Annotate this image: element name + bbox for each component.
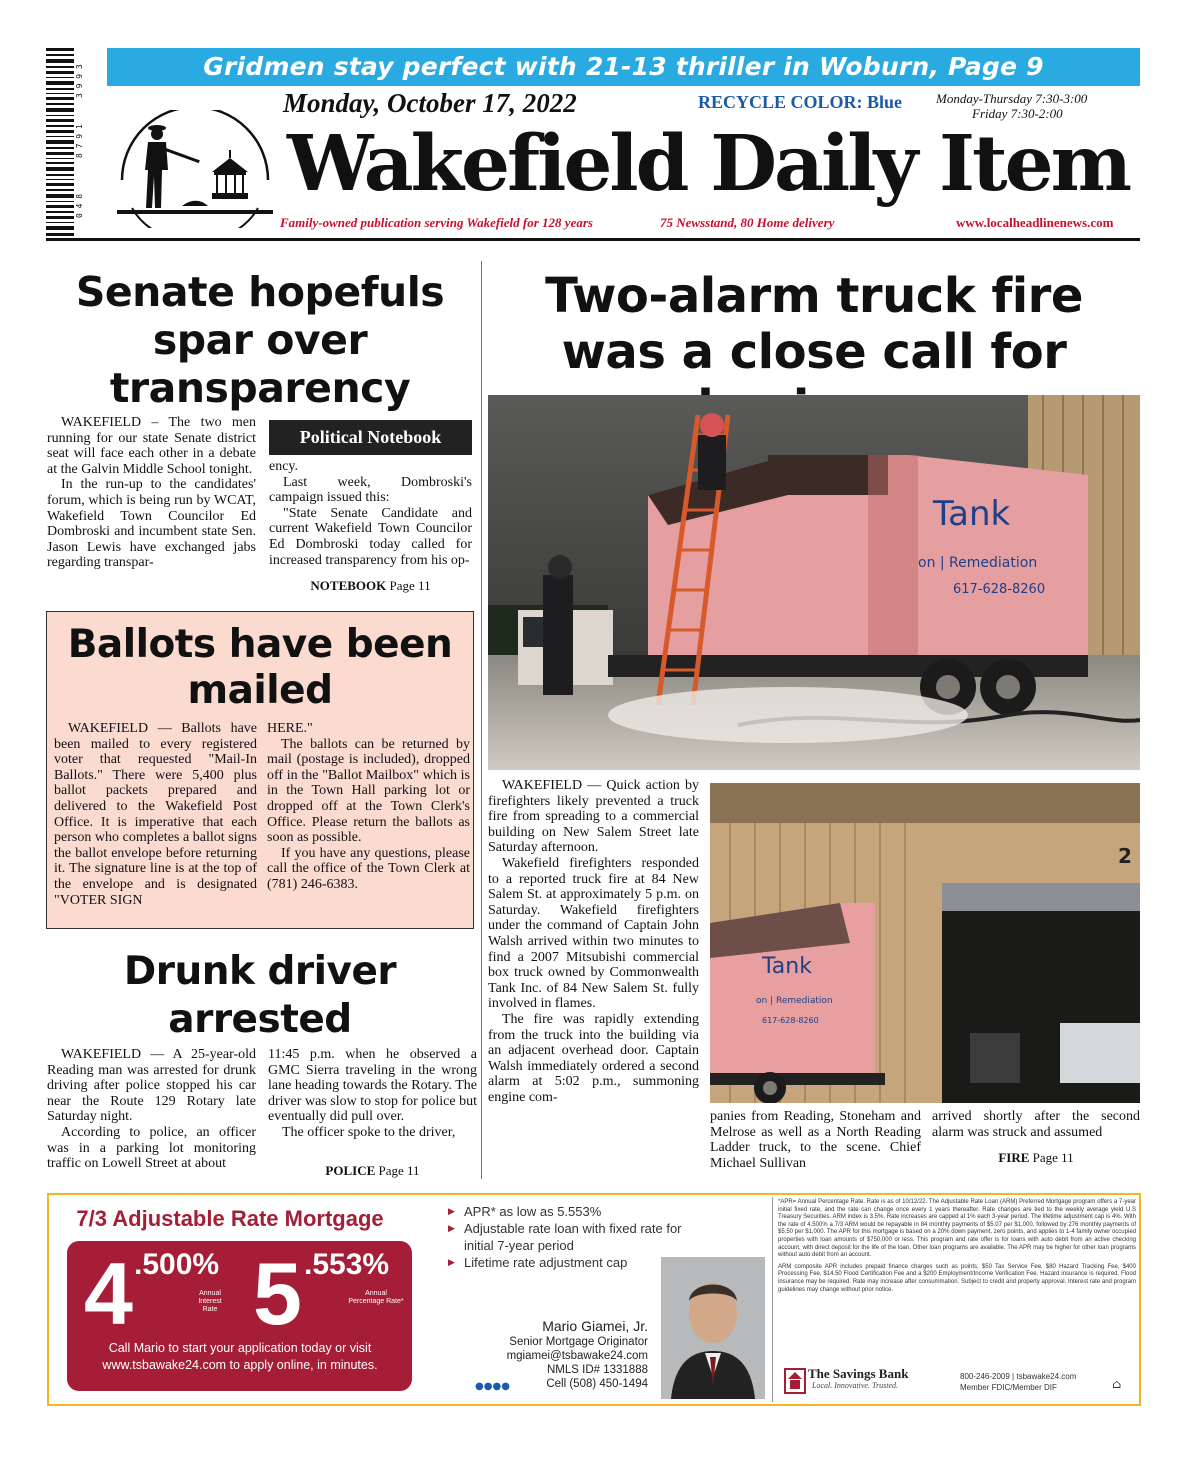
bank-logo-icon xyxy=(784,1365,806,1395)
bullet-item-continued: initial 7-year period xyxy=(464,1238,574,1253)
paragraph: WAKEFIELD — A 25-year-old Reading man was arrested for drunk driving after police stopped his car near the Route 129 Rotary late Saturday night. xyxy=(47,1047,256,1125)
ballots-column-1 xyxy=(54,721,257,908)
jump-page: Page 11 xyxy=(1032,1150,1074,1165)
drunk-jump-line[interactable] xyxy=(268,1163,477,1179)
bullet-item: ▶ Adjustable rate loan with fixed rate for xyxy=(448,1220,708,1237)
interest-rate-label: Annual Interest Rate xyxy=(198,1290,222,1313)
fine-print-paragraph: ARM composite APR includes prepaid finance charges such as points, $50 Tax Service Fee, $80 Hazard Tracking Fee, $400 Processing Fee, $14.50 Flood Certification Fee and a $200 Employment/Income Verification Fee. Hazard insurance is required. Flood insurance may be required. Rate may increase after consummation. Subject to credit and property approval. Interest rate and program guidelines may change without prior notice. xyxy=(778,1263,1136,1293)
linkedin-icon[interactable]: ● xyxy=(501,1381,510,1392)
paragraph: The ballots can be returned by mail (postage is included), dropped off in the "Ballot Mailbox" which is in the Town Hall parking lot or dropped off at the Town Clerk's Office. Please return the ballots as soon as possible. xyxy=(267,736,470,846)
bank-name[interactable]: The Savings Bank xyxy=(808,1366,909,1381)
ad-fine-print xyxy=(778,1199,1136,1294)
bank-member: Member FDIC/Member DIF xyxy=(960,1383,1057,1392)
social-icons[interactable] xyxy=(475,1381,510,1392)
contact-cell[interactable]: Cell (508) 450-1494 xyxy=(546,1378,648,1390)
paragraph: 11:45 p.m. when he observed a GMC Sierra traveling in the wrong lane heading towards the Rotary. The driver was slow to stop for police but eventually did pull over. xyxy=(268,1047,477,1125)
jump-word: POLICE xyxy=(325,1163,376,1178)
facebook-icon[interactable]: ● xyxy=(475,1381,484,1392)
paragraph: arrived shortly after the second alarm was struck and assumed xyxy=(932,1109,1140,1140)
fire-column-3 xyxy=(932,1109,1140,1140)
senate-column-2 xyxy=(269,459,472,568)
hours-weekday: Monday-Thursday 7:30-3:00 xyxy=(936,91,1088,106)
svg-text:Tank: Tank xyxy=(762,954,812,979)
bullet-item: ▶ Lifetime rate adjustment cap xyxy=(448,1254,708,1271)
sports-teaser-banner[interactable]: Gridmen stay perfect with 21-13 thriller in Woburn, Page 9 xyxy=(107,48,1140,86)
political-notebook-label: Political Notebook xyxy=(269,420,472,455)
paragraph: Last week, Dombroski's campaign issued this: xyxy=(269,474,472,506)
masthead-rule xyxy=(46,238,1140,241)
tagline: Family-owned publication serving Wakefield for 128 years xyxy=(280,215,593,230)
paragraph: "State Senate Candidate and current Wakefield Town Councilor Ed Dombroski today called for increased transparency from his op- xyxy=(269,505,472,568)
hours-friday: Friday 7:30-2:00 xyxy=(972,106,1063,121)
bay-number: 2 xyxy=(1118,844,1132,868)
truck-phone-text: 617-628-8260 xyxy=(953,582,1046,597)
interest-rate-fraction: .500% xyxy=(134,1248,220,1281)
svg-text:3 9 9 3: 3 9 9 3 xyxy=(75,64,84,98)
jump-word: NOTEBOOK xyxy=(310,578,387,593)
svg-text:0 4 8: 0 4 8 xyxy=(75,193,84,218)
drunk-driver-headline[interactable]: Drunk driver arrested xyxy=(123,949,397,1042)
ballots-column-2 xyxy=(267,721,470,893)
interest-rate-whole: 4 xyxy=(84,1244,133,1343)
price: 75 Newsstand, 80 Home delivery xyxy=(660,215,835,230)
apr-whole: 5 xyxy=(253,1244,302,1343)
jump-page: Page 11 xyxy=(378,1163,420,1178)
apr-fraction: .553% xyxy=(304,1248,390,1281)
contact-email[interactable]: mgiamei@tsbawake24.com xyxy=(506,1350,648,1362)
jump-word: FIRE xyxy=(998,1150,1030,1165)
senate-column-1 xyxy=(47,415,256,571)
paragraph: panies from Reading, Stoneham and Melrose as well as a North Reading Ladder truck, to the scene. Chief Michael Sullivan xyxy=(710,1109,921,1171)
contact-nmls: NMLS ID# 1331888 xyxy=(546,1364,648,1376)
senate-headline[interactable]: Senate hopefuls spar over transparency xyxy=(75,268,445,412)
paragraph: HERE." xyxy=(267,721,313,736)
website-link[interactable]: www.localheadlinenews.com xyxy=(956,215,1114,230)
minuteman-logo xyxy=(112,110,278,228)
ballots-headline[interactable]: Ballots have been mailed xyxy=(67,622,453,713)
column-divider xyxy=(481,261,482,1179)
paragraph: The fire was rapidly extending from the truck into the building via an adjacent overhead door. Captain Walsh immediately ordered a second alarm at 5:02 p.m., summoning engine com- xyxy=(488,1011,699,1105)
truck-fire-photo[interactable] xyxy=(488,395,1140,770)
apr-label: Annual Percentage Rate* xyxy=(348,1290,404,1305)
contact-title: Senior Mortgage Originator xyxy=(509,1336,648,1348)
bullet-item: ▶ APR* as low as 5.553% xyxy=(448,1203,708,1220)
svg-text:617-628-8260: 617-628-8260 xyxy=(762,1016,819,1025)
truck-service-text: on | Remediation xyxy=(918,555,1038,571)
instagram-icon[interactable]: ● xyxy=(483,1381,493,1392)
bank-tagline: Local. Innovative. Trusted. xyxy=(812,1381,898,1390)
bank-contact xyxy=(960,1371,1076,1393)
paragraph: According to police, an officer was in a parking lot monitoring traffic on Lowell Street at about xyxy=(47,1124,256,1172)
youtube-icon[interactable]: ● xyxy=(492,1381,502,1392)
paragraph: ency. xyxy=(269,459,299,474)
senate-jump-line[interactable] xyxy=(269,578,472,594)
jump-page: Page 11 xyxy=(389,578,431,593)
equal-housing-icon: ⌂ xyxy=(1112,1377,1122,1391)
paragraph: The officer spoke to the driver, xyxy=(282,1124,456,1140)
ad-divider xyxy=(772,1197,773,1402)
issue-date: Monday, October 17, 2022 xyxy=(283,88,577,118)
paragraph: Wakefield firefighters responded to a reported truck fire at 84 New Salem St. at approximately 5 p.m. on Saturday. Wakefield firefighters under the command of Captain John Walsh arrived within two minutes to find a 2007 Mitsubishi commercial box truck owned by Commonwealth Tank Inc. of 84 New Salem St. fully involved in flames. xyxy=(488,855,699,1012)
fire-column-2 xyxy=(710,1109,921,1171)
paragraph: WAKEFIELD – The two men running for our state Senate district seat will face each other in a debate at the Galvin Middle School tonight. xyxy=(47,415,256,477)
ad-call-to-action[interactable]: Call Mario to start your application today or visit www.tsbawake24.com to apply online, in minutes. xyxy=(102,1341,378,1372)
truck-and-building-photo[interactable] xyxy=(710,783,1140,1103)
barcode xyxy=(44,48,86,238)
recycle-color: RECYCLE COLOR: Blue xyxy=(698,92,903,112)
contact-name: Mario Giamei, Jr. xyxy=(542,1318,648,1334)
drunk-column-1 xyxy=(47,1047,256,1172)
svg-text:on | Remediation: on | Remediation xyxy=(756,996,833,1006)
paragraph: WAKEFIELD — Ballots have been mailed to every registered voter that requested "Mail-In Ballots." There were 5,400 plus ballot packets prepared and delivered to the Wakefield Post Office. It is imperative that each person who completes a ballot signs the ballot envelope before returning it. The signature line is at the top of the envelope and is designated "VOTER SIGN xyxy=(54,721,257,908)
ad-title: 7/3 Adjustable Rate Mortgage xyxy=(76,1206,384,1231)
loan-officer-contact xyxy=(470,1317,648,1391)
svg-text:8 7 9 1: 8 7 9 1 xyxy=(75,124,84,158)
truck-logo-text: Tank xyxy=(933,494,1011,534)
truck-fire-headline[interactable]: Two-alarm truck fire was a close call for xyxy=(545,268,1083,380)
fine-print-paragraph: *APR= Annual Percentage Rate. Rate is as of 10/12/22. The Adjustable Rate Loan (ARM) Preferred Mortgage program offers a 7-year initial fixed rate, and the rate can change once every 1 years thereafter. Rate changes are tied to the weekly average yield U.S Treasury Securities. ARM index is 3.5%. Rate increases are capped at 1% each 3-year period. The lifetime adjustment cap is 4%. With the rate of 4.500% a 7/3 ARM would be repayable in 84 monthly payments of $5.07 per $1,000, followed by 276 monthly payments of $5.50 per $1,000. The APR for this mortgage is based on a 20% down payment, zero points, and applies to 1-4 family owner occupied properties with loan amounts of $750,000 or less. This program and rate offer is for loans with auto debit from an active checking account, with direct deposit for the life of the loan. Other loan programs are available. The APR may be higher for other loan programs without auto debit from an account. xyxy=(778,1199,1136,1259)
drunk-column-2 xyxy=(268,1047,477,1141)
masthead[interactable]: Wakefield Daily Item xyxy=(287,119,1130,209)
loan-officer-portrait xyxy=(661,1257,765,1399)
fire-jump-line[interactable] xyxy=(932,1150,1140,1166)
fire-column-1 xyxy=(488,778,699,1105)
paragraph: If you have any questions, please call the office of the Town Clerk at (781) 246-6383. xyxy=(267,845,470,892)
paragraph: In the run-up to the candidates' forum, which is being run by WCAT, Wakefield Town Councilor Ed Dombroski and incumbent state Sen. Jason Lewis have exchanged jabs regarding transpar- xyxy=(47,477,256,571)
paragraph: WAKEFIELD — Quick action by firefighters likely prevented a truck fire from spreading to a commercial building on New Salem Street late Saturday afternoon. xyxy=(488,778,699,856)
bank-phone[interactable]: 800-246-2009 | tsbawake24.com xyxy=(960,1372,1077,1381)
